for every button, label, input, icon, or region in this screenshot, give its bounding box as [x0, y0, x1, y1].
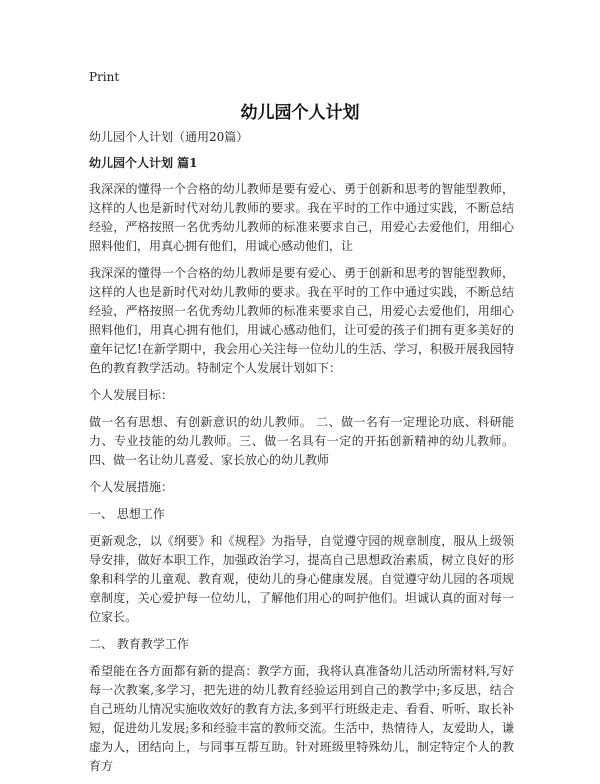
subheading-teaching: 二、 教育教学工作: [89, 637, 189, 651]
paragraph-ideology: 更新观念，以《纲要》和《规程》为指导，自觉遵守园的规章制度，服从上级领导安排，做好本职工作，加强政治学习，提高自己思想政治素质，树立良好的形象和科学的儿童观、教育观，使幼儿的身心健康发展。自觉遵守幼儿园的各项规章制度，关心爱护每一位幼儿，了解他们用心的呵护他们。坦诚认真的面对每一位家长。: [89, 534, 514, 624]
paragraph-intro-2: 我深深的懂得一个合格的幼儿教师是要有爱心、勇于创新和思考的智能型教师，这样的人也是新时代对幼儿教师的要求。我在平时的工作中通过实践，不断总结经验，严格按照一名优秀幼儿教师的标准来要求自己，用爱心去爱他们，用细心照料他们，用真心拥有他们，用诚心感动他们，让可爱的孩子们拥有更多美好的童年记忆!在新学期中，我会用心关注每一位幼儿的生活、学习，积极开展我园特色的教育教学活动。特制定个人发展计划如下：: [89, 266, 514, 375]
print-link[interactable]: Print: [89, 70, 120, 84]
paragraph-goals: 做一名有思想、有创新意识的幼儿教师。 二、做一名有一定理论功底、科研能力、专业技能的幼儿教师。三、做一名具有一定的开拓创新精神的幼儿教师。 四、做一名让幼儿喜爱、家长放心的幼儿教师: [89, 415, 514, 467]
subheading-ideology: 一、 思想工作: [89, 507, 165, 521]
paragraph-intro-1: 我深深的懂得一个合格的幼儿教师是要有爱心、勇于创新和思考的智能型教师，这样的人也是新时代对幼儿教师的要求。我在平时的工作中通过实践，不断总结经验，严格按照一名优秀幼儿教师的标准来要求自己，用爱心去爱他们，用细心照料他们，用真心拥有他们，用诚心感动他们，让: [89, 182, 514, 253]
goals-label: 个人发展目标：: [89, 388, 174, 402]
document-subtitle: 幼儿园个人计划（通用20篇）: [89, 130, 249, 144]
section-heading: 幼儿园个人计划 篇1: [89, 156, 198, 170]
document-body: [89, 128, 514, 784]
measures-label: 个人发展措施：: [89, 480, 174, 494]
document-title: 幼儿园个人计划: [240, 103, 360, 123]
paragraph-teaching: 希望能在各方面都有新的提高：教学方面，我将认真准备幼儿活动所需材料,写好每一次教案,多学习，把先进的幼儿教育经验运用到自己的教学中;多反思，结合自己班幼儿情况实施收效好的教育方法,多到平行班级走走、看看、听听、取长补短，促进幼儿发展;多和经验丰富的教师交流。生活中，热情待人，友爱助人，谦虚为人，团结向上，与同事互帮互助。针对班级里特殊幼儿，制定特定个人的教育方: [89, 664, 514, 773]
